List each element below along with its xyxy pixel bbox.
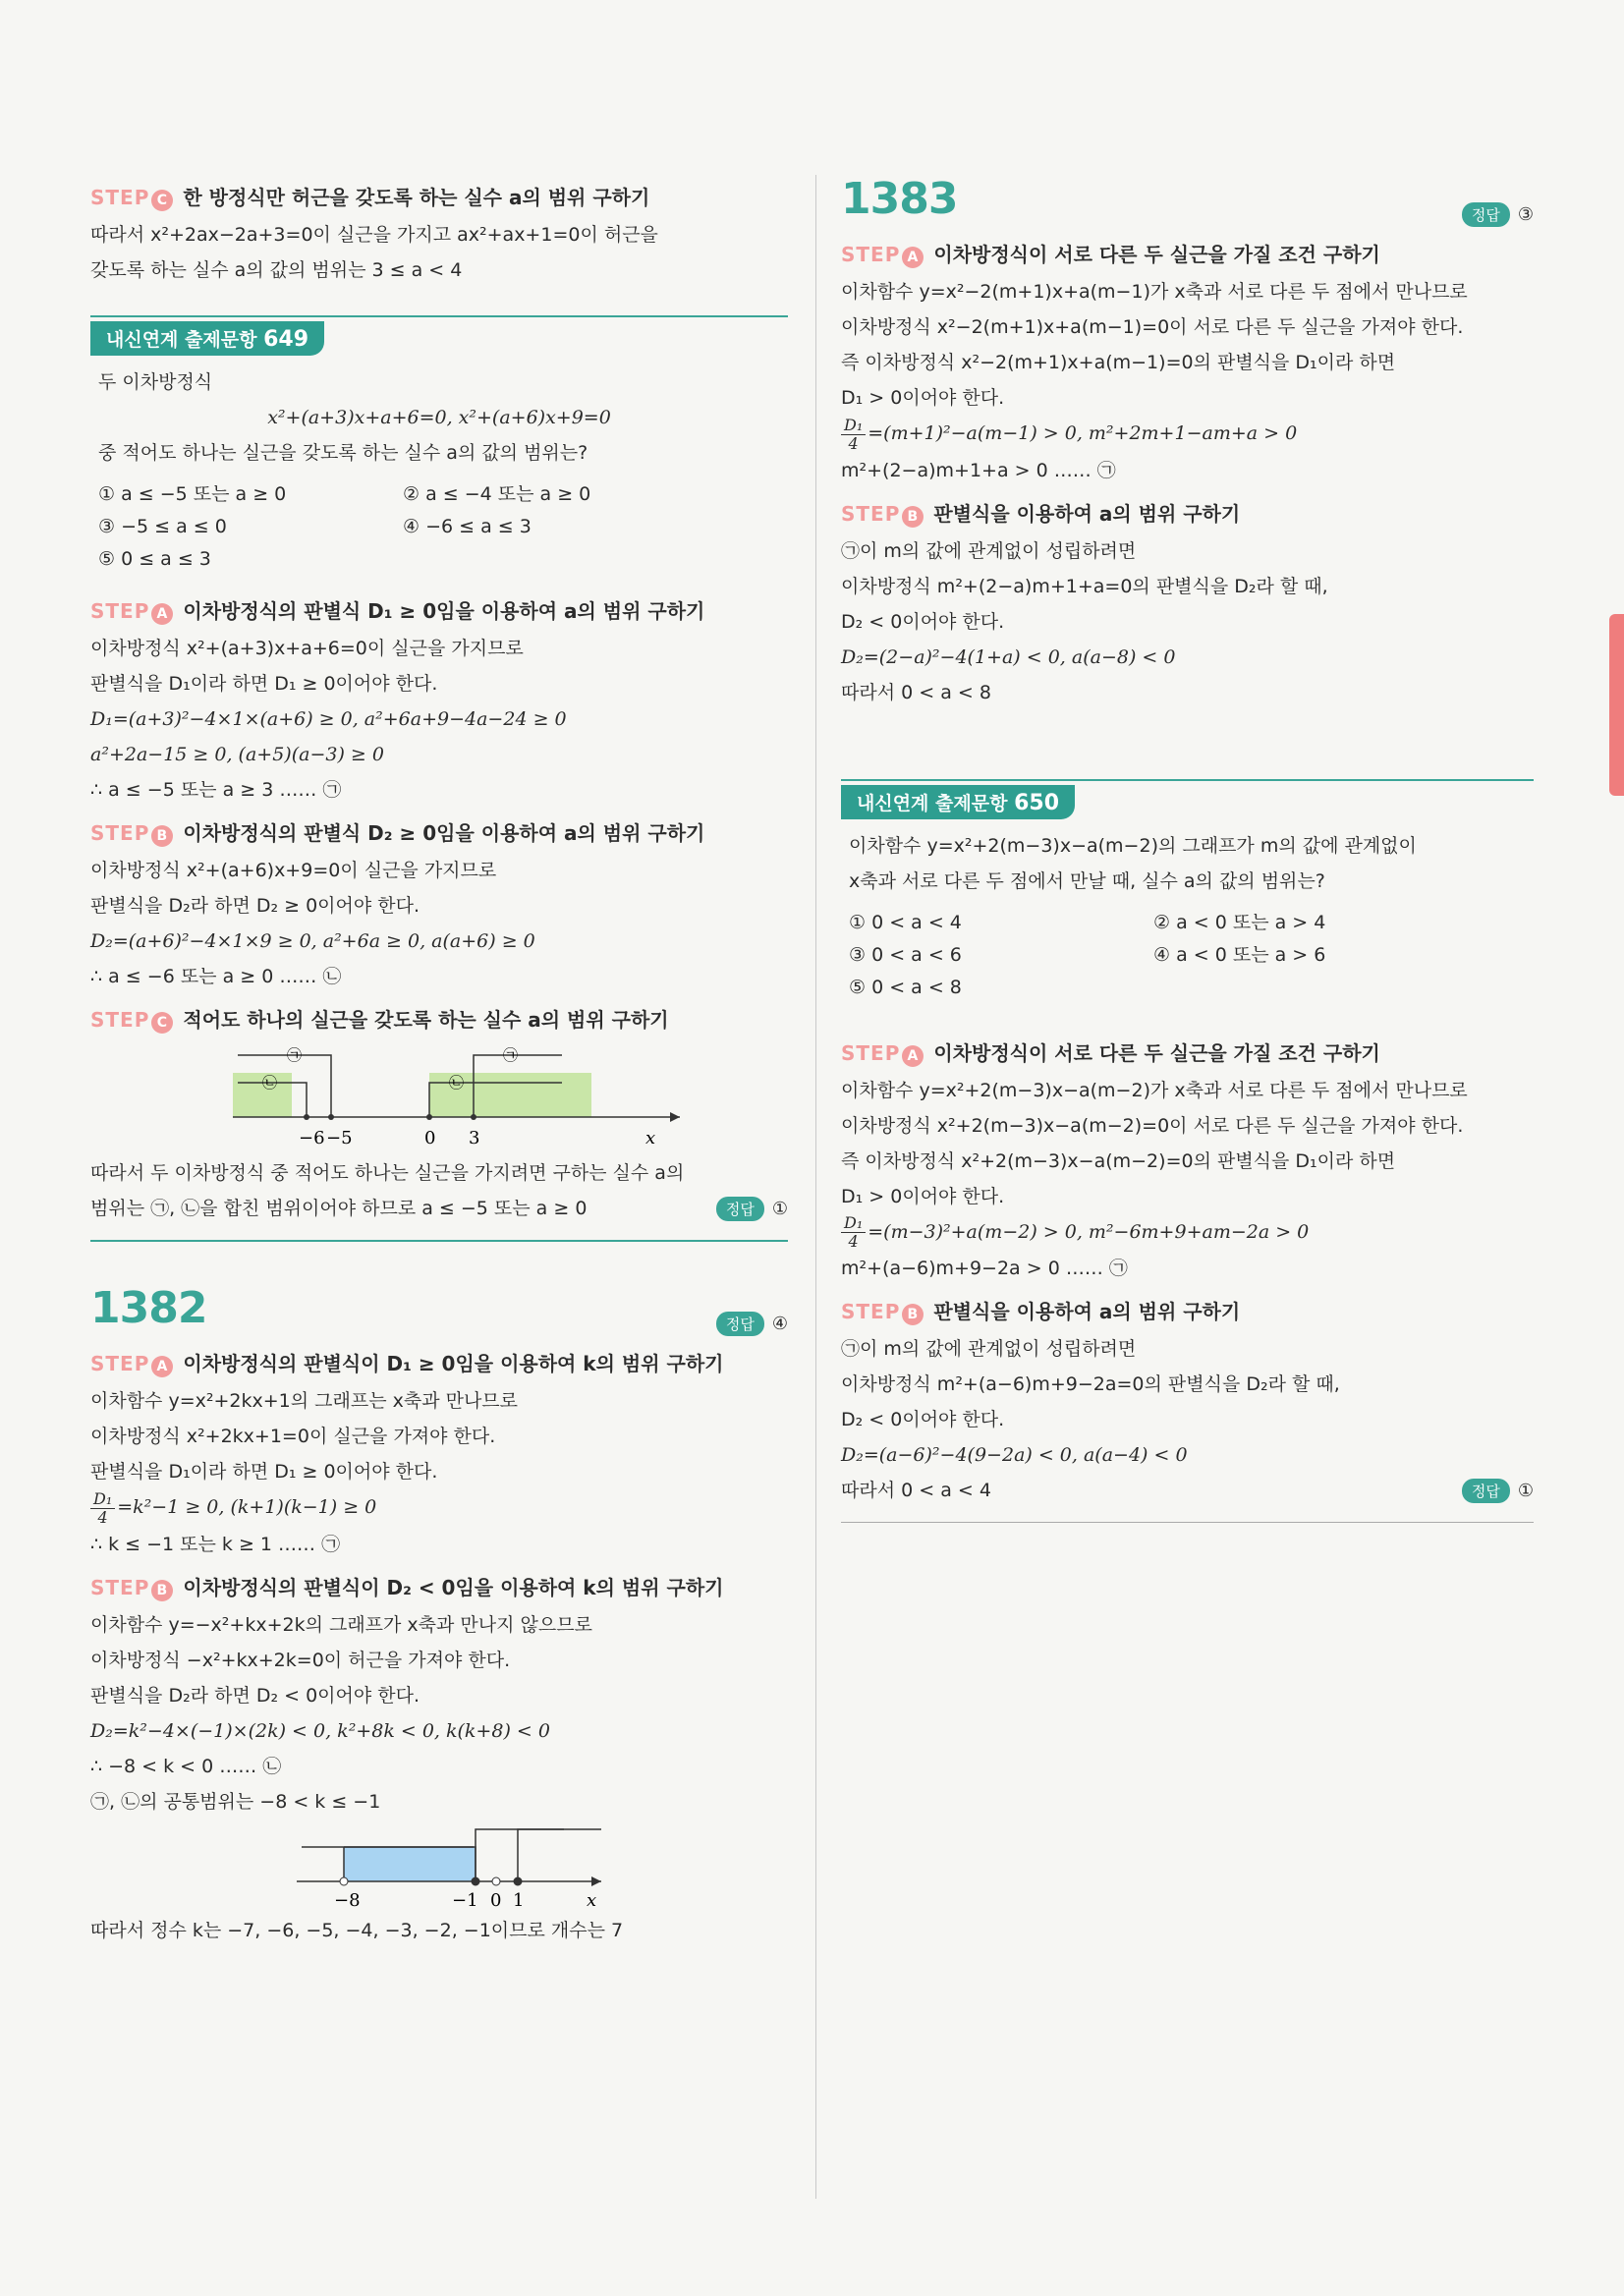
step-title: 이차방정식이 서로 다른 두 실근을 가질 조건 구하기 bbox=[933, 243, 1380, 266]
text-line: 이차방정식 x²+(a+6)x+9=0이 실근을 가지므로 bbox=[90, 860, 497, 881]
text-line: m²+(2−a)m+1+a > 0 …… ㉠ bbox=[841, 459, 1116, 481]
text-line: 이차함수 y=x²+2kx+1의 그래프는 x축과 만나므로 bbox=[90, 1390, 519, 1412]
text-line: 이차함수 y=x²+2(m−3)x−a(m−2)가 x축과 서로 다른 두 점에서 만나므로 bbox=[841, 1079, 1468, 1101]
text-line: D₁=(a+3)²−4×1×(a+6) ≥ 0, a²+6a+9−4a−24 ≥ 0 bbox=[90, 708, 567, 730]
text-line: 이차방정식 x²+2(m−3)x−a(m−2)=0이 서로 다른 두 실근을 가져야 한다. bbox=[841, 1114, 1464, 1137]
step-tag: STEP C bbox=[90, 178, 173, 217]
step-header: STEP B 이차방정식의 판별식이 D₂ < 0임을 이용하여 k의 범위 구하기 bbox=[90, 1568, 788, 1607]
step-header: STEP B 판별식을 이용하여 a의 범위 구하기 bbox=[841, 1292, 1534, 1331]
step-title: 이차방정식의 판별식 D₂ ≥ 0임을 이용하여 a의 범위 구하기 bbox=[183, 821, 705, 845]
step-header: STEP A 이차방정식이 서로 다른 두 실근을 가질 조건 구하기 bbox=[841, 1034, 1534, 1073]
text-line: D₂=(a−6)²−4(9−2a) < 0, a(a−4) < 0 bbox=[841, 1444, 1188, 1466]
axis-label: x bbox=[645, 1128, 656, 1148]
question-equation: x²+(a+3)x+a+6=0, x²+(a+6)x+9=0 bbox=[267, 407, 611, 428]
text-line: 즉 이차방정식 x²+2(m−3)x−a(m−2)=0의 판별식을 D₁이라 하면 bbox=[841, 1149, 1396, 1172]
section-rule bbox=[90, 1240, 788, 1242]
text-line: 따라서 0 < a < 8 bbox=[841, 681, 991, 703]
point bbox=[426, 1114, 432, 1120]
text-line: 이차방정식 m²+(2−a)m+1+a=0의 판별식을 D₂라 할 때, bbox=[841, 575, 1328, 597]
text-line: ∴ a ≤ −5 또는 a ≥ 3 …… ㉠ bbox=[90, 779, 342, 801]
question-text: 중 적어도 하나는 실근을 갖도록 하는 실수 a의 값의 범위는? bbox=[98, 442, 588, 464]
text-line: ∴ k ≤ −1 또는 k ≥ 1 …… ㉠ bbox=[90, 1533, 341, 1555]
text-line: 갖도록 하는 실수 a의 값의 범위는 3 ≤ a < 4 bbox=[90, 259, 463, 281]
point-open bbox=[340, 1877, 348, 1885]
tick-label: −1 bbox=[452, 1889, 478, 1911]
text-line: 이차방정식 x²+(a+3)x+a+6=0이 실근을 가지므로 bbox=[90, 638, 524, 659]
question-intro: 두 이차방정식 bbox=[98, 371, 213, 393]
text-line: 이차방정식 x²−2(m+1)x+a(m−1)=0이 서로 다른 두 실근을 가져야 한다. bbox=[841, 316, 1464, 338]
section-rule bbox=[841, 1522, 1534, 1523]
text-line: D₂ < 0이어야 한다. bbox=[841, 610, 1005, 633]
text-line: 이차함수 y=−x²+kx+2k의 그래프가 x축과 만나지 않으므로 bbox=[90, 1613, 592, 1636]
text-line: D₁ > 0이어야 한다. bbox=[841, 387, 1005, 409]
left-column bbox=[90, 172, 788, 1948]
axis-arrow bbox=[670, 1112, 680, 1122]
step-title: 이차방정식의 판별식이 D₂ < 0임을 이용하여 k의 범위 구하기 bbox=[183, 1575, 724, 1599]
problem-header-1382 bbox=[90, 1281, 788, 1336]
right-column bbox=[841, 172, 1534, 1562]
choice-4: ④ −6 ≤ a ≤ 3 bbox=[403, 516, 532, 537]
step-title: 적어도 하나의 실근을 갖도록 하는 실수 a의 범위 구하기 bbox=[183, 1008, 669, 1032]
problem-tag-649: 내신연계 출제문항 649 bbox=[90, 315, 788, 355]
step-header: STEP A 이차방정식의 판별식 D₁ ≥ 0임을 이용하여 a의 범위 구하기 bbox=[90, 591, 788, 631]
fraction-line: $\frac{\text{D₁}}{4}$ =k²−1 ≥ 0, (k+1)(k−1) ≥ 0 bbox=[90, 1489, 788, 1527]
choice-5: ⑤ 0 < a < 8 bbox=[849, 976, 962, 998]
step-header: STEP C 적어도 하나의 실근을 갖도록 하는 실수 a의 범위 구하기 bbox=[90, 1000, 788, 1039]
choice-1: ① 0 < a < 4 bbox=[849, 911, 962, 933]
text-line: D₂=(a+6)²−4×1×9 ≥ 0, a²+6a ≥ 0, a(a+6) ≥ 0 bbox=[90, 930, 535, 952]
text-line: 따라서 0 < a < 4 bbox=[841, 1480, 991, 1501]
answer: 정답 ① bbox=[1462, 1479, 1534, 1503]
step-title: 한 방정식만 허근을 갖도록 하는 실수 a의 범위 구하기 bbox=[183, 186, 650, 209]
answer: 정답 ① bbox=[716, 1197, 788, 1221]
point bbox=[328, 1114, 334, 1120]
number-line-649 bbox=[90, 1043, 778, 1151]
point-open bbox=[492, 1877, 500, 1885]
problem-number: 1382 bbox=[90, 1283, 207, 1333]
point-closed bbox=[514, 1877, 522, 1885]
text-line: D₂ < 0이어야 한다. bbox=[841, 1409, 1005, 1430]
step-title: 이차방정식이 서로 다른 두 실근을 가질 조건 구하기 bbox=[933, 1040, 1380, 1065]
text-line: D₂=(2−a)²−4(1+a) < 0, a(a−8) < 0 bbox=[841, 645, 1176, 668]
text-line: 판별식을 D₁이라 하면 D₁ ≥ 0이어야 한다. bbox=[90, 673, 438, 695]
point bbox=[304, 1114, 309, 1120]
point-closed bbox=[472, 1877, 479, 1885]
text-line: 따라서 x²+2ax−2a+3=0이 실근을 가지고 ax²+ax+1=0이 허근을 bbox=[90, 224, 658, 246]
marker-label: ㉠ bbox=[287, 1046, 303, 1064]
text-line: 이차방정식 −x²+kx+2k=0이 허근을 가져야 한다. bbox=[90, 1649, 511, 1671]
tick-label: −5 bbox=[326, 1128, 353, 1148]
axis-label: x bbox=[587, 1889, 597, 1911]
text-line: ㉠이 m의 값에 관계없이 성립하려면 bbox=[841, 1338, 1137, 1360]
step-title: 판별식을 이용하여 a의 범위 구하기 bbox=[933, 1300, 1241, 1323]
point bbox=[471, 1114, 476, 1120]
text-line: 즉 이차방정식 x²−2(m+1)x+a(m−1)=0의 판별식을 D₁이라 하면 bbox=[841, 352, 1396, 373]
choice-2: ② a ≤ −4 또는 a ≥ 0 bbox=[403, 483, 591, 505]
step-header: STEP B 이차방정식의 판별식 D₂ ≥ 0임을 이용하여 a의 범위 구하기 bbox=[90, 813, 788, 853]
text-line: 이차함수 y=x²−2(m+1)x+a(m−1)가 x축과 서로 다른 두 점에서 만나므로 bbox=[841, 281, 1468, 303]
choice-list bbox=[849, 907, 1534, 1004]
marker-label: ㉡ bbox=[449, 1074, 465, 1092]
choice-list bbox=[98, 478, 788, 576]
problem-header-1383 bbox=[841, 172, 1534, 227]
step-title: 이차방정식의 판별식이 D₁ ≥ 0임을 이용하여 k의 범위 구하기 bbox=[183, 1352, 724, 1375]
text-line: 이차방정식 x²+2kx+1=0이 실근을 가져야 한다. bbox=[90, 1426, 496, 1447]
step-header bbox=[90, 178, 788, 217]
column-divider bbox=[815, 175, 816, 2199]
choice-2: ② a < 0 또는 a > 4 bbox=[1153, 911, 1326, 933]
text-line: a²+2a−15 ≥ 0, (a+5)(a−3) ≥ 0 bbox=[90, 744, 384, 765]
text-line: ㉠, ㉡의 공통범위는 −8 < k ≤ −1 bbox=[90, 1790, 381, 1813]
marker-label: ㉡ bbox=[262, 1074, 278, 1092]
choice-1: ① a ≤ −5 또는 a ≥ 0 bbox=[98, 483, 287, 505]
text-line: D₁ > 0이어야 한다. bbox=[841, 1185, 1005, 1207]
tick-label: 1 bbox=[513, 1889, 525, 1911]
choice-4: ④ a < 0 또는 a > 6 bbox=[1153, 943, 1326, 966]
answer: 정답 ④ bbox=[716, 1312, 788, 1336]
axis-arrow bbox=[591, 1876, 601, 1886]
step-header: STEP A 이차방정식이 서로 다른 두 실근을 가질 조건 구하기 bbox=[841, 235, 1534, 274]
fraction-line: $\frac{\text{D₁}}{4}$ =(m+1)²−a(m−1) > 0, m²+2m+1−am+a > 0 bbox=[841, 416, 1534, 453]
range-right bbox=[518, 1829, 601, 1881]
answer: 정답 ③ bbox=[1462, 202, 1534, 227]
question-text: 이차함수 y=x²+2(m−3)x−a(m−2)의 그래프가 m의 값에 관계없이 bbox=[849, 834, 1417, 857]
text-line: 범위는 ㉠, ㉡을 합친 범위이어야 하므로 a ≤ −5 또는 a ≥ 0 bbox=[90, 1198, 588, 1219]
question-text: x축과 서로 다른 두 점에서 만날 때, 실수 a의 값의 범위는? bbox=[849, 869, 1325, 892]
text-line: 따라서 두 이차방정식 중 적어도 하나는 실근을 가지려면 구하는 실수 a의 bbox=[90, 1162, 685, 1184]
problem-tag-650: 내신연계 출제문항 650 bbox=[841, 779, 1534, 818]
side-tab bbox=[1609, 614, 1624, 796]
tick-label: 3 bbox=[469, 1128, 480, 1148]
step-title: 이차방정식의 판별식 D₁ ≥ 0임을 이용하여 a의 범위 구하기 bbox=[183, 599, 705, 623]
tick-label: −8 bbox=[334, 1889, 361, 1911]
choice-5: ⑤ 0 ≤ a ≤ 3 bbox=[98, 548, 211, 570]
text-line: m²+(a−6)m+9−2a > 0 …… ㉠ bbox=[841, 1258, 1128, 1279]
marker-label: ㉠ bbox=[503, 1046, 519, 1064]
region-fill bbox=[344, 1847, 476, 1881]
text-line: ∴ a ≤ −6 또는 a ≥ 0 …… ㉡ bbox=[90, 966, 342, 987]
tick-label: 0 bbox=[424, 1128, 436, 1148]
text-line: D₂=k²−4×(−1)×(2k) < 0, k²+8k < 0, k(k+8) < 0 bbox=[90, 1719, 550, 1742]
number-line-1382 bbox=[90, 1820, 778, 1913]
tick-label: −6 bbox=[299, 1128, 325, 1148]
choice-3: ③ −5 ≤ a ≤ 0 bbox=[98, 516, 227, 537]
step-title: 판별식을 이용하여 a의 범위 구하기 bbox=[933, 501, 1241, 526]
step-header: STEP A 이차방정식의 판별식이 D₁ ≥ 0임을 이용하여 k의 범위 구하기 bbox=[90, 1344, 788, 1383]
text-line: 판별식을 D₁이라 하면 D₁ ≥ 0이어야 한다. bbox=[90, 1461, 438, 1483]
fraction-line: $\frac{\text{D₁}}{4}$ =(m−3)²+a(m−2) > 0, m²−6m+9+am−2a > 0 bbox=[841, 1214, 1534, 1252]
text-line: 따라서 정수 k는 −7, −6, −5, −4, −3, −2, −1이므로 개수는 7 bbox=[90, 1919, 624, 1941]
choice-3: ③ 0 < a < 6 bbox=[849, 943, 962, 966]
problem-number: 1383 bbox=[841, 174, 958, 224]
text-line: ∴ −8 < k < 0 …… ㉡ bbox=[90, 1755, 282, 1777]
text-line: ㉠이 m의 값에 관계없이 성립하려면 bbox=[841, 539, 1137, 562]
range-upper bbox=[476, 1829, 564, 1881]
text-line: 이차방정식 m²+(a−6)m+9−2a=0의 판별식을 D₂라 할 때, bbox=[841, 1373, 1340, 1395]
text-line: 판별식을 D₂라 하면 D₂ ≥ 0이어야 한다. bbox=[90, 895, 420, 917]
tick-label: 0 bbox=[490, 1889, 502, 1911]
text-line: 판별식을 D₂라 하면 D₂ < 0이어야 한다. bbox=[90, 1684, 420, 1707]
step-header: STEP B 판별식을 이용하여 a의 범위 구하기 bbox=[841, 494, 1534, 533]
